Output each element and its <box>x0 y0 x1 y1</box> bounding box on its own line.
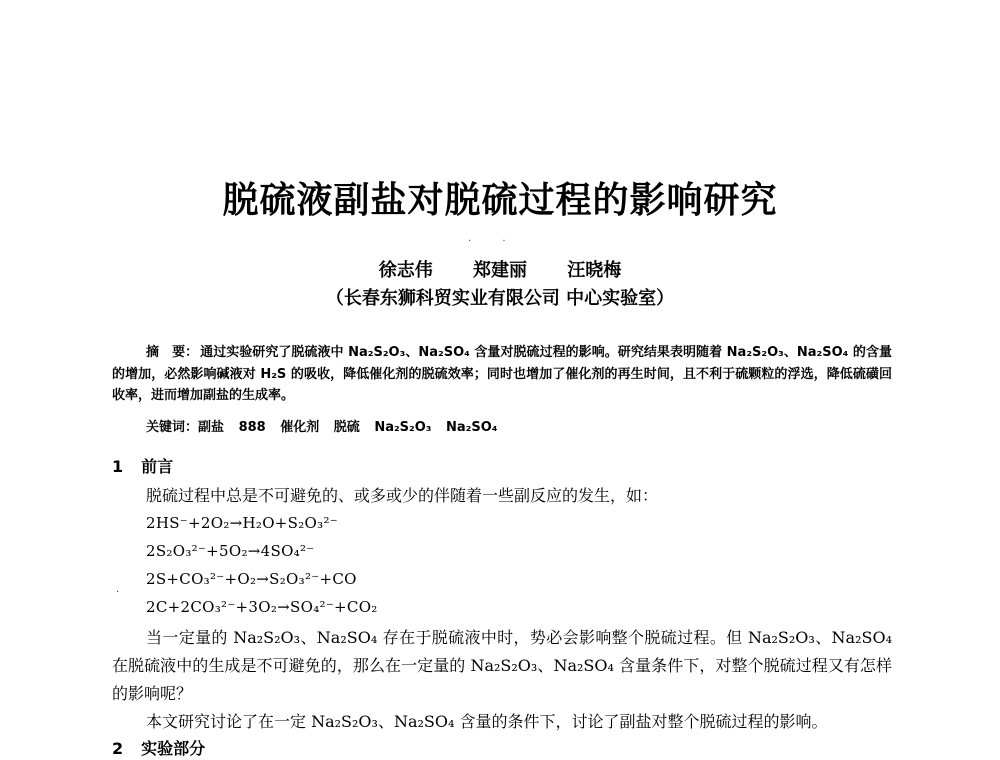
keyword: 副盐 <box>198 420 225 435</box>
paper-title: 脱硫液副盐对脱硫过程的影响研究 <box>222 179 778 221</box>
abstract-text: 通过实验研究了脱硫液中 Na₂S₂O₃、Na₂SO₄ 含量对脱硫过程的影响。研究结果表明随着 Na₂S₂O₃、Na₂SO₄ 的含量的增加，必然影响碱液对 H₂S 的吸收，降低催化剂的脱硫效率；同时也增加了催化剂的再生时间，且不利于硫颗粒的浮选，降低硫磺回收率，进而增加副盐的生成率。 <box>112 345 892 403</box>
section-heading <box>112 736 205 759</box>
keywords <box>146 416 497 435</box>
keywords-label: 关键词： <box>146 420 199 435</box>
abstract <box>112 342 892 407</box>
affiliation: （长春东狮科贸实业有限公司 中心实验室） <box>325 288 675 309</box>
abstract-label: 摘 要： <box>146 345 199 360</box>
author-list <box>0 256 1000 282</box>
equation: 2S+CO₃²⁻+O₂→S₂O₃²⁻+CO <box>146 570 357 588</box>
equation: 2C+2CO₃²⁻+3O₂→SO₄²⁻+CO₂ <box>146 598 378 616</box>
keyword: 888 催化剂 <box>238 420 320 435</box>
author-name: 郑建丽 <box>473 260 527 281</box>
keyword: Na₂SO₄ <box>446 420 498 435</box>
section-title: 实验部分 <box>141 739 206 758</box>
section-number: 2 <box>112 739 124 758</box>
equation: 2S₂O₃²⁻+5O₂→4SO₄²⁻ <box>146 542 315 560</box>
equation: 2HS⁻+2O₂→H₂O+S₂O₃²⁻ <box>146 514 338 532</box>
section-intro: 脱硫过程中总是不可避免的、或多或少的伴随着一些副反应的发生，如： <box>146 486 659 505</box>
scan-dots: · · <box>468 236 520 247</box>
section-title: 前言 <box>141 457 174 476</box>
keyword: Na₂S₂O₃ <box>374 420 432 435</box>
section-heading <box>112 454 173 477</box>
section-number: 1 <box>112 457 124 476</box>
author-name: 徐志伟 <box>378 260 433 281</box>
body-paragraph: 本文研究讨论了在一定 Na₂S₂O₃、Na₂SO₄ 含量的条件下，讨论了副盐对整个脱硫过程的影响。 <box>146 712 828 731</box>
scan-speck: . <box>116 584 120 595</box>
author-name: 汪晓梅 <box>567 260 622 281</box>
body-paragraph: 当一定量的 Na₂S₂O₃、Na₂SO₄ 存在于脱硫液中时，势必会影响整个脱硫过程。但 Na₂S₂O₃、Na₂SO₄ 在脱硫液中的生成是不可避免的，那么在一定量的 Na₂S₂O₃、Na₂SO₄ 含量条件下，对整个脱硫过程又有怎样的影响呢？ <box>112 628 892 703</box>
keyword: 脱硫 <box>333 420 360 435</box>
